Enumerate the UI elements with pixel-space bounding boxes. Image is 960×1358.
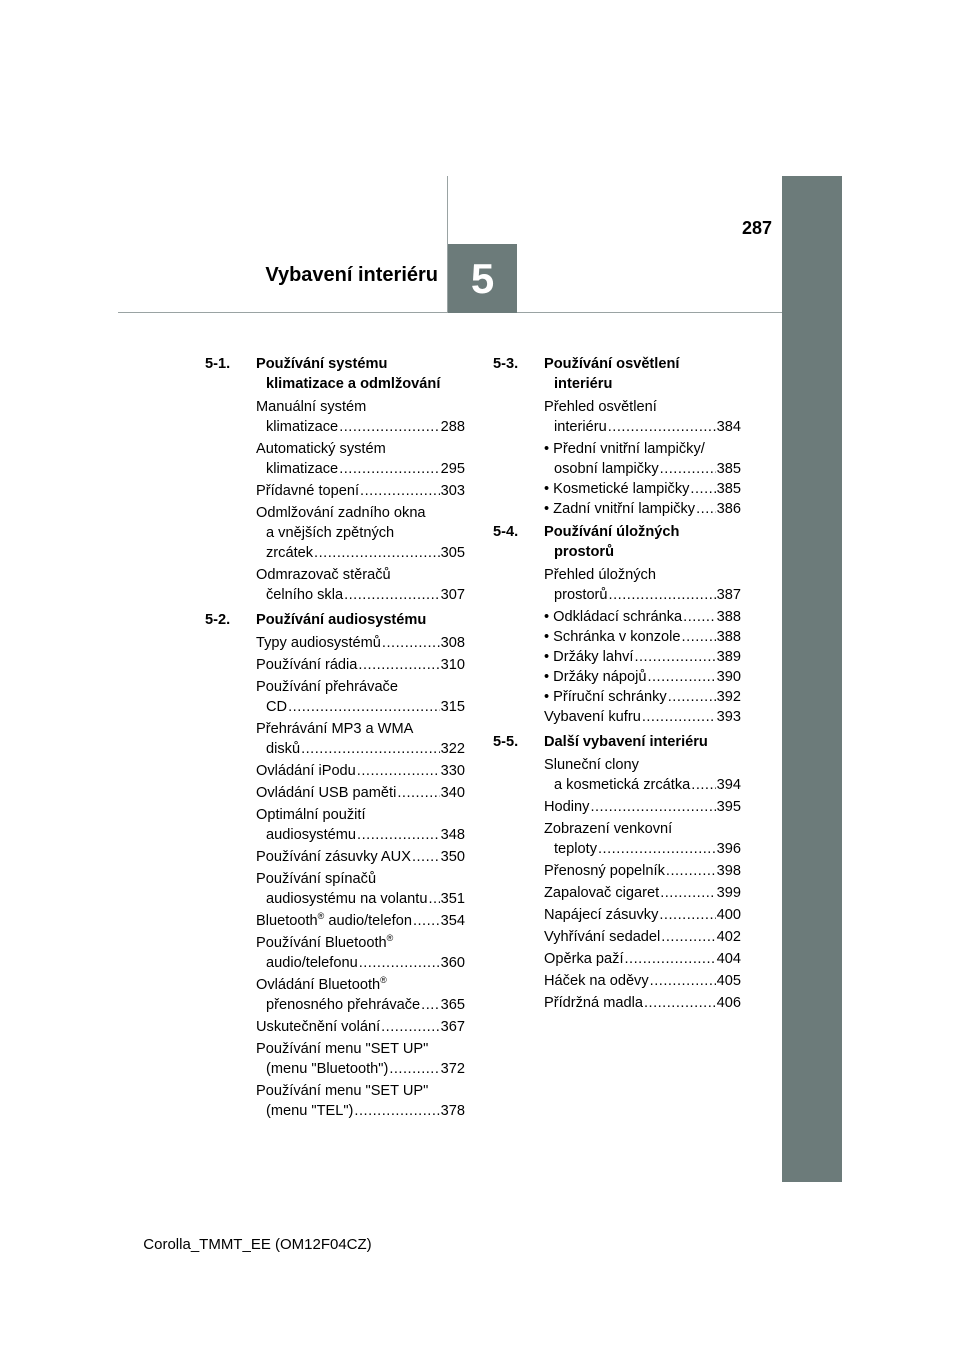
entry-text: • Držáky lahví [544, 649, 634, 665]
toc-entry[interactable] [544, 565, 741, 605]
toc-entry[interactable] [544, 607, 741, 627]
toc-entry[interactable] [544, 499, 741, 519]
toc-entry[interactable] [544, 667, 741, 687]
dot-leader [344, 585, 440, 605]
toc-entry[interactable] [256, 1017, 465, 1037]
page-footer: Corolla_TMMT_EE (OM12F04CZ) [143, 1236, 372, 1253]
entry-text: CD [266, 699, 288, 715]
dot-leader [314, 543, 440, 563]
entry-page-number: 404 [716, 951, 741, 967]
entry-page-number: 295 [440, 461, 465, 477]
dot-leader [412, 847, 440, 867]
entry-text: Napájecí zásuvky [544, 907, 659, 923]
dot-leader [301, 739, 440, 759]
toc-entry[interactable] [256, 633, 465, 653]
entry-page-number: 288 [440, 419, 465, 435]
entry-page-number: 387 [716, 587, 741, 603]
toc-entry[interactable] [256, 397, 465, 437]
toc-entry[interactable] [256, 783, 465, 803]
toc-section-heading [493, 522, 741, 562]
entry-text: Přenosný popelník [544, 863, 665, 879]
dot-leader [339, 417, 439, 437]
entry-page-number: 305 [440, 545, 465, 561]
page-number: 287 [741, 218, 772, 238]
dot-leader [357, 825, 440, 845]
toc-entry[interactable] [544, 397, 741, 437]
toc-entry[interactable] [256, 655, 465, 675]
entry-page-number: 351 [440, 891, 465, 907]
entry-text: zrcátek [266, 545, 314, 561]
section-title: Používání osvětlení interiéru [544, 356, 680, 392]
toc-entry[interactable] [256, 1081, 465, 1121]
dot-leader [609, 585, 716, 605]
chapter-number-badge: 5 [448, 244, 517, 313]
entry-page-number: 315 [440, 699, 465, 715]
entry-text: Uskutečnění volání [256, 1019, 381, 1035]
dot-leader [357, 761, 440, 781]
entry-text: Používání přehrávače [256, 679, 398, 695]
toc-entry[interactable] [544, 883, 741, 903]
entry-page-number: 354 [440, 913, 465, 929]
entry-text: • Odkládací schránka [544, 609, 683, 625]
dot-leader [421, 995, 439, 1015]
entry-text: Používání Bluetooth® [256, 933, 394, 951]
entry-page-number: 394 [716, 777, 741, 793]
entry-text: Používání zásuvky AUX [256, 849, 411, 865]
entry-text: audio/telefonu [266, 955, 358, 971]
entry-page-number: 367 [440, 1019, 465, 1035]
entry-text: Ovládání Bluetooth® [256, 975, 387, 993]
dot-leader [660, 459, 716, 479]
dot-leader [668, 687, 716, 707]
dot-leader [413, 911, 440, 931]
dot-leader [625, 949, 716, 969]
entry-text: • Schránka v konzole [544, 629, 681, 645]
toc-entry[interactable] [256, 1039, 465, 1079]
entry-page-number: 388 [716, 629, 741, 645]
dot-leader [382, 633, 440, 653]
entry-page-number: 389 [716, 649, 741, 665]
entry-text: Přídavné topení [256, 483, 360, 499]
entry-page-number: 350 [440, 849, 465, 865]
dot-leader [598, 839, 716, 859]
entry-page-number: 365 [440, 997, 465, 1013]
toc-entry[interactable] [544, 971, 741, 991]
toc-entry[interactable] [256, 805, 465, 845]
entry-text: Zapalovač cigaret [544, 885, 660, 901]
toc-column-right [493, 354, 741, 1018]
entry-page-number: 406 [716, 995, 741, 1011]
entry-page-number: 360 [440, 955, 465, 971]
toc-entry[interactable] [256, 481, 465, 501]
entry-text: Sluneční clony [544, 757, 639, 773]
entry-text: • Držáky nápojů [544, 669, 647, 685]
dot-leader [642, 707, 716, 727]
dot-leader [666, 861, 716, 881]
section-number: 5-5. [493, 734, 519, 750]
dot-leader [696, 499, 716, 519]
entry-page-number: 388 [716, 609, 741, 625]
section-title: Používání systému klimatizace a odmlžování [256, 356, 441, 392]
toc-column-left [205, 354, 465, 1126]
entry-text: přenosného přehrávače [266, 997, 421, 1013]
entry-page-number: 330 [440, 763, 465, 779]
toc-entry[interactable] [256, 565, 465, 605]
dot-leader [650, 971, 716, 991]
section-title: Další vybavení interiéru [544, 734, 708, 750]
dot-leader [397, 783, 439, 803]
dot-leader [428, 889, 439, 909]
entry-text: disků [266, 741, 301, 757]
toc-entry[interactable] [544, 627, 741, 647]
entry-page-number: 395 [716, 799, 741, 815]
dot-leader [360, 481, 440, 501]
dot-leader [389, 1059, 439, 1079]
entry-text: a kosmetická zrcátka [554, 777, 691, 793]
toc-entry[interactable] [256, 719, 465, 759]
entry-text: • Přední vnitřní lampičky/ [544, 441, 705, 457]
entry-text: Vyhřívání sedadel [544, 929, 661, 945]
entry-page-number: 348 [440, 827, 465, 843]
toc-entry[interactable] [256, 503, 465, 563]
entry-text: Přídržná madla [544, 995, 643, 1011]
entry-page-number: 398 [716, 863, 741, 879]
toc-entry[interactable] [544, 707, 741, 727]
dot-leader [661, 927, 715, 947]
entry-page-number: 385 [716, 481, 741, 497]
entry-text: prostorů [554, 587, 608, 603]
entry-text: osobní lampičky [554, 461, 659, 477]
dot-leader [354, 1101, 439, 1121]
entry-text: Přehled osvětlení [544, 399, 657, 415]
section-title: Používání audiosystému [256, 612, 427, 628]
section-number: 5-2. [205, 612, 231, 628]
entry-text: Přehrávání MP3 a WMA [256, 721, 414, 737]
entry-text: a vnějších zpětných [266, 525, 395, 541]
toc-entry[interactable] [256, 439, 465, 479]
entry-page-number: 392 [716, 689, 741, 705]
entry-text: Ovládání iPodu [256, 763, 356, 779]
toc-entry[interactable] [544, 905, 741, 925]
entry-text: Používání rádia [256, 657, 358, 673]
entry-page-number: 310 [440, 657, 465, 673]
toc-entry[interactable] [544, 755, 741, 795]
toc-entry[interactable] [256, 847, 465, 867]
toc-entry[interactable] [544, 439, 741, 479]
entry-text: Hodiny [544, 799, 590, 815]
toc-section-heading [205, 610, 465, 630]
dot-leader [339, 459, 439, 479]
dot-leader [682, 627, 716, 647]
entry-page-number: 307 [440, 587, 465, 603]
dot-leader [691, 775, 715, 795]
toc-entry[interactable] [256, 975, 465, 1015]
toc-entry[interactable] [256, 677, 465, 717]
entry-text: Opěrka paží [544, 951, 624, 967]
section-number: 5-1. [205, 356, 231, 372]
entry-text: audiosystému [266, 827, 357, 843]
dot-leader [644, 993, 716, 1013]
entry-text: Manuální systém [256, 399, 367, 415]
dot-leader [590, 797, 715, 817]
entry-text: interiéru [554, 419, 607, 435]
entry-text: Vybavení kufru [544, 709, 641, 725]
chapter-title: Vybavení interiéru [265, 264, 438, 286]
section-title: Používání úložných prostorů [544, 524, 680, 560]
toc-entry[interactable] [544, 647, 741, 667]
entry-page-number: 400 [716, 907, 741, 923]
toc-entry[interactable] [256, 761, 465, 781]
entry-text: Bluetooth® audio/telefon [256, 911, 412, 929]
entry-page-number: 303 [440, 483, 465, 499]
toc-section-heading [493, 732, 741, 752]
toc-entry[interactable] [544, 687, 741, 707]
dot-leader [647, 667, 715, 687]
entry-text: (menu "Bluetooth") [266, 1061, 389, 1077]
entry-text: klimatizace [266, 419, 339, 435]
dot-leader [634, 647, 715, 667]
entry-text: Používání menu "SET UP" [256, 1083, 429, 1099]
entry-page-number: 399 [716, 885, 741, 901]
toc-entry[interactable] [256, 869, 465, 909]
dot-leader [608, 417, 716, 437]
entry-text: Háček na oděvy [544, 973, 649, 989]
dot-leader [358, 655, 439, 675]
entry-page-number: 378 [440, 1103, 465, 1119]
entry-text: • Zadní vnitřní lampičky [544, 501, 696, 517]
toc-entry[interactable] [544, 949, 741, 969]
entry-text: Ovládání USB paměti [256, 785, 397, 801]
toc-section-heading [205, 354, 465, 394]
entry-text: Odmrazovač stěračů [256, 567, 391, 583]
dot-leader [359, 953, 440, 973]
entry-text: teploty [554, 841, 597, 857]
entry-text: Optimální použití [256, 807, 366, 823]
entry-page-number: 396 [716, 841, 741, 857]
chapter-side-tab [782, 176, 842, 1182]
entry-page-number: 372 [440, 1061, 465, 1077]
entry-text: Přehled úložných [544, 567, 656, 583]
toc-entry[interactable] [544, 479, 741, 499]
entry-text: Používání spínačů [256, 871, 377, 887]
entry-page-number: 385 [716, 461, 741, 477]
dot-leader [690, 479, 715, 499]
entry-page-number: 390 [716, 669, 741, 685]
dot-leader [288, 697, 440, 717]
section-number: 5-3. [493, 356, 519, 372]
dot-leader [381, 1017, 440, 1037]
entry-text: audiosystému na volantu [266, 891, 428, 907]
entry-page-number: 386 [716, 501, 741, 517]
dot-leader [659, 905, 715, 925]
entry-page-number: 405 [716, 973, 741, 989]
dot-leader [660, 883, 715, 903]
entry-page-number: 322 [440, 741, 465, 757]
toc-entry[interactable] [544, 819, 741, 859]
toc-entry[interactable] [544, 861, 741, 881]
toc-section-heading [493, 354, 741, 394]
entry-text: Odmlžování zadního okna [256, 505, 426, 521]
entry-text: • Kosmetické lampičky [544, 481, 690, 497]
toc-entry[interactable] [256, 933, 465, 973]
entry-text: • Příruční schránky [544, 689, 667, 705]
toc-entry[interactable] [544, 927, 741, 947]
entry-text: Automatický systém [256, 441, 386, 457]
entry-page-number: 402 [716, 929, 741, 945]
entry-text: Typy audiosystémů [256, 635, 381, 651]
entry-text: Používání menu "SET UP" [256, 1041, 429, 1057]
toc-entry[interactable] [544, 797, 741, 817]
toc-entry[interactable] [256, 911, 465, 931]
entry-page-number: 340 [440, 785, 465, 801]
entry-text: klimatizace [266, 461, 339, 477]
entry-text: (menu "TEL") [266, 1103, 354, 1119]
section-number: 5-4. [493, 524, 519, 540]
entry-page-number: 308 [440, 635, 465, 651]
entry-text: Zobrazení venkovní [544, 821, 673, 837]
toc-entry[interactable] [544, 993, 741, 1013]
entry-page-number: 384 [716, 419, 741, 435]
entry-page-number: 393 [716, 709, 741, 725]
entry-text: čelního skla [266, 587, 344, 603]
dot-leader [683, 607, 715, 627]
